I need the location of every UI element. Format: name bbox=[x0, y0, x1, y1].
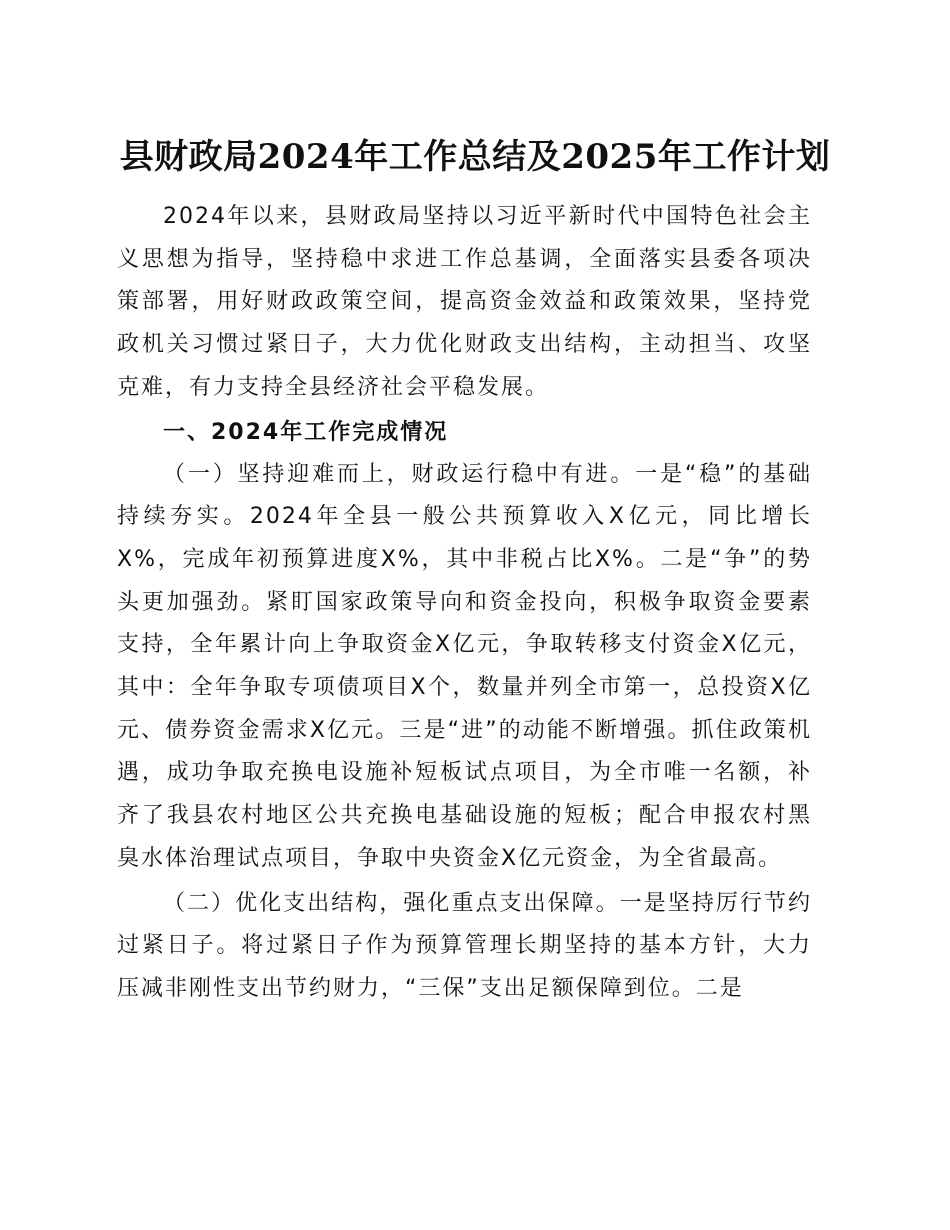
section-heading-1: 一、2024年工作完成情况 bbox=[163, 419, 449, 445]
subsection-paragraph-2: （二）优化支出结构，强化重点支出保障。一是坚持厉行节约过紧日子。将过紧日子作为预算管理长期坚持的基本方针，大力压减非刚性支出节约财力，“三保”支出足额保障到位。二是 bbox=[117, 890, 812, 1001]
document-body bbox=[117, 196, 812, 1011]
subsection-paragraph-1: （一）坚持迎难而上，财政运行稳中有进。一是“稳”的基础持续夯实。2024年全县一般公共预算收入X亿元，同比增长X%，完成年初预算进度X%，其中非税占比X%。二是“争”的势头更加强劲。紧盯国家政策导向和资金投向，积极争取资金要素支持，全年累计向上争取资金X亿元，争取转移支付资金X亿元，其中：全年争取专项债项目X个，数量并列全市第一，总投资X亿元、债券资金需求X亿元。三是“进”的动能不断增强。抓住政策机遇，成功争取充换电设施补短板试点项目，为全市唯一名额，补齐了我县农村地区公共充换电基础设施的短板；配合申报农村黑臭水体治理试点项目，争取中央资金X亿元资金，为全省最高。 bbox=[117, 461, 812, 871]
intro-paragraph: 2024年以来，县财政局坚持以习近平新时代中国特色社会主义思想为指导，坚持稳中求进工作总基调，全面落实县委各项决策部署，用好财政政策空间，提高资金效益和政策效果，坚持党政机关习惯过紧日子，大力优化财政支出结构，主动担当、攻坚克难，有力支持全县经济社会平稳发展。 bbox=[117, 204, 812, 400]
document-title: 县财政局2024年工作总结及2025年工作计划 bbox=[119, 137, 831, 177]
